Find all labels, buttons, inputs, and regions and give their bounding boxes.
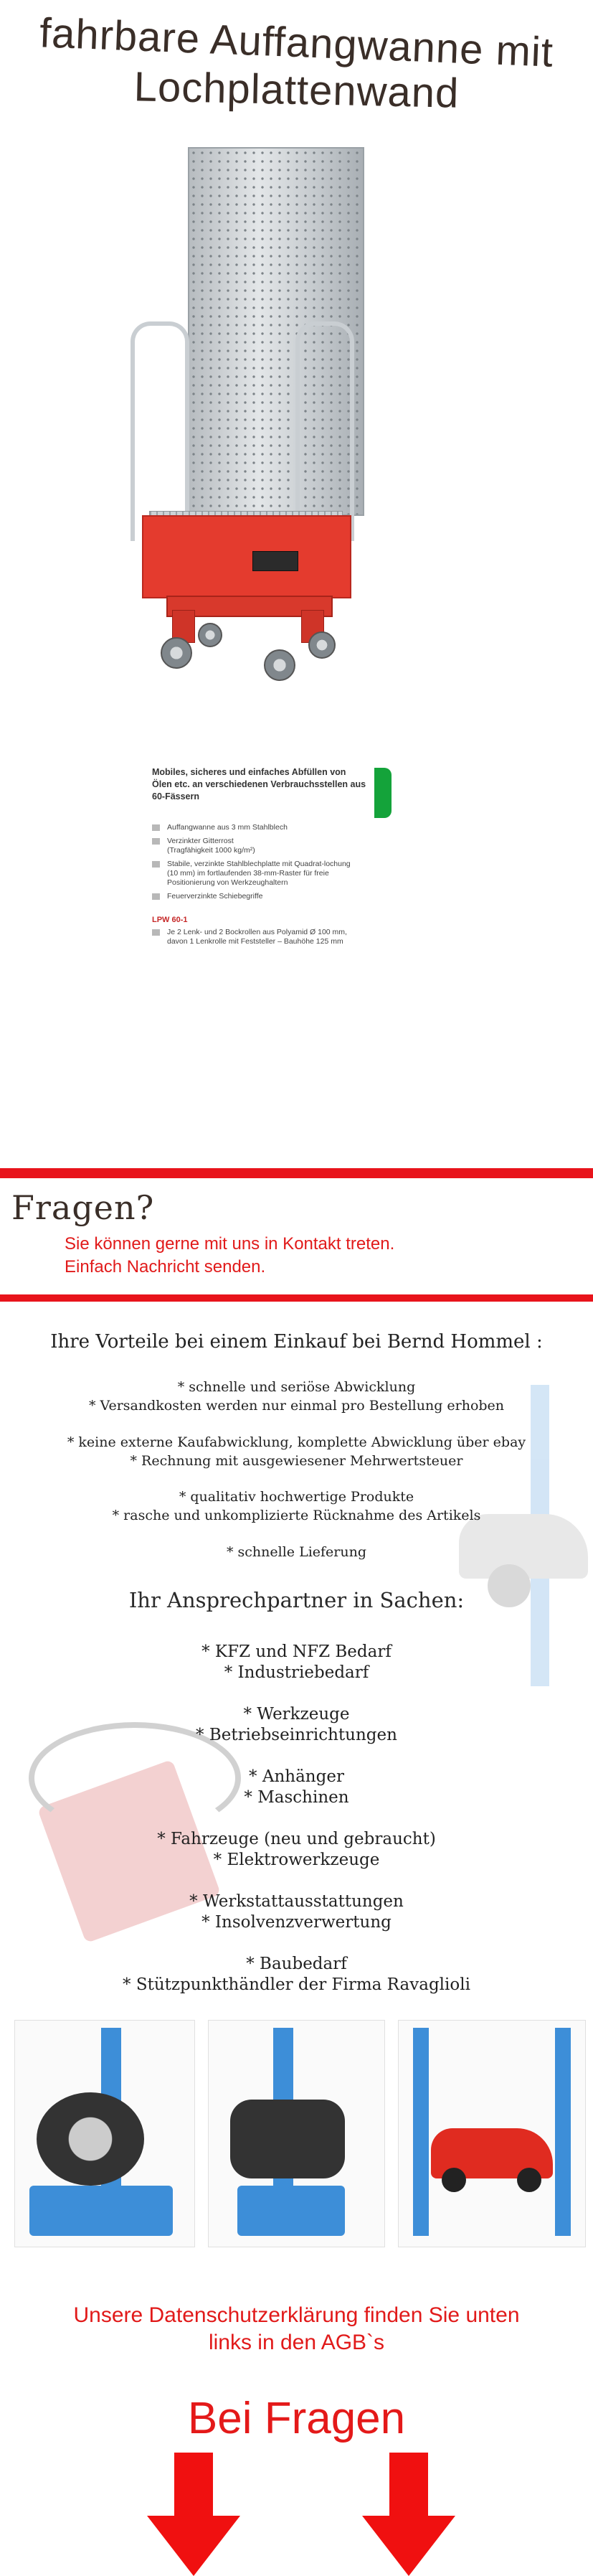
datasheet [152,766,396,946]
partner-item: * Werkstattausstattungen [189,1892,404,1911]
datasheet-heading: Mobiles, sicheres und einfaches Abfüllen von Ölen etc. an verschiedenen Verbrauchsstellen aus 60-Fässern [152,767,366,802]
wheel [161,637,192,669]
privacy-line1: Unsere Datenschutzerklärung finden Sie unten [73,2303,520,2327]
privacy-line2: links in den AGB`s [208,2331,385,2354]
bullet-icon [152,929,160,936]
background-lift-image [445,1385,588,1686]
tire-changer-photo [14,2020,195,2247]
arrow-down-icon [147,2453,240,2576]
product-code: LPW 60-1 [152,916,188,924]
wheel [264,649,295,681]
vorteile-item: * qualitativ hochwertige Produkte [179,1489,414,1505]
divider-bar [0,1294,593,1302]
collecting-tray [142,515,351,598]
contact-line1: Sie können gerne mit uns in Kontakt treten. [65,1234,395,1254]
arrow-down-icon [362,2453,455,2576]
vorteile-item: * schnelle Lieferung [226,1544,367,1560]
feature-item: Verzinkter Gitterrost (Tragfähigkeit 1000 kg/m²) [152,837,396,855]
partner-item: * Insolvenzverwertung [201,1913,392,1932]
page-title-line2: Lochplattenwand [133,63,460,117]
bullet-icon [152,893,160,900]
wheel-balancer-photo [208,2020,385,2247]
push-handle-left [131,321,189,541]
vorteile-heading: Ihre Vorteile bei einem Einkauf bei Bernd Hommel : [50,1331,543,1353]
vorteile-item: * Versandkosten werden nur einmal pro Bestellung erhoben [88,1398,505,1414]
partner-item: * Werkzeuge [243,1705,350,1724]
partner-item: * Fahrzeuge (neu und gebraucht) [157,1830,436,1848]
partner-item: * Stützpunkthändler der Firma Ravaglioli [123,1975,470,1994]
bullet-icon [152,861,160,868]
label-plate [252,551,298,571]
bullet-icon [152,824,160,831]
divider-bar [0,1168,593,1178]
bullet-icon [152,838,160,845]
product-note: Je 2 Lenk- und 2 Bockrollen aus Polyamid Ø 100 mm, davon 1 Lenkrolle mit Feststeller – Bauhöhe 125 mm [152,928,396,946]
partner-item: * Maschinen [244,1788,349,1807]
partner-heading: Ihr Ansprechpartner in Sachen: [128,1588,465,1612]
feature-item: Auffangwanne aus 3 mm Stahlblech [152,823,396,832]
partner-item: * Industriebedarf [224,1663,369,1682]
push-handle-right [295,321,354,541]
feature-item: Stabile, verzinkte Stahlblechplatte mit Quadrat-lochung (10 mm) im fortlaufenden 38-mm-Raster für freie Positionierung von Werkzeughaltern [152,860,396,888]
partner-item: * Elektrowerkzeuge [213,1851,380,1869]
bei-fragen-heading: Bei Fragen [187,2394,406,2443]
partner-item: * Baubedarf [246,1955,347,1973]
page-title-line1: fahrbare Auffangwanne mit [38,9,555,76]
car-lift-photo [398,2020,586,2247]
partner-item: * Anhänger [249,1767,344,1786]
wheel [198,623,222,647]
product-image [0,0,593,689]
vorteile-item: * keine externe Kaufabwicklung, komplette Abwicklung über ebay [67,1434,526,1450]
partner-item: * Betriebseinrichtungen [196,1726,397,1744]
vorteile-item: * rasche und unkomplizierte Rücknahme des Artikels [112,1508,481,1523]
wheel [308,631,336,659]
fragen-title: Fragen? [11,1188,155,1227]
vorteile-item: * schnelle und seriöse Abwicklung [177,1379,416,1395]
partner-item: * KFZ und NFZ Bedarf [201,1642,392,1661]
vorteile-item: * Rechnung mit ausgewiesener Mehrwertsteuer [130,1453,463,1469]
contact-line2: Einfach Nachricht senden. [65,1257,266,1277]
feature-item: Feuerverzinkte Schiebegriffe [152,892,396,901]
